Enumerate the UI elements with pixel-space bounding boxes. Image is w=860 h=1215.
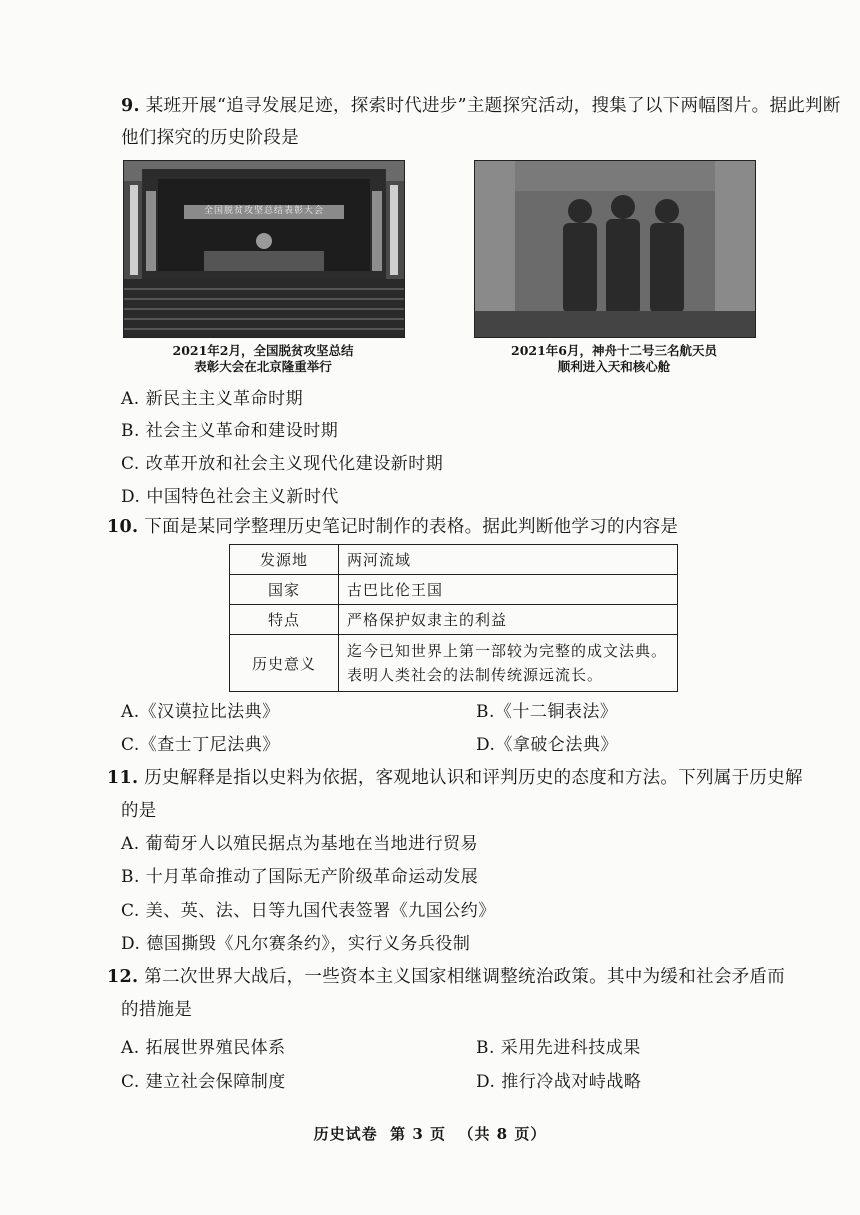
q12-stem-line2: 的措施是	[121, 1000, 193, 1020]
q11-option-b[interactable]: B. 十月革命推动了国际无产阶级革命运动发展	[121, 867, 479, 887]
q12-number: 12.	[107, 967, 139, 987]
q11-option-c[interactable]: C. 美、英、法、日等九国代表签署《九国公约》	[121, 901, 496, 921]
q11-stem-line2: 的是	[121, 801, 157, 821]
q11-option-d[interactable]: D. 德国撕毁《凡尔赛条约》，实行义务兵役制	[121, 934, 471, 954]
q12-option-d[interactable]: D. 推行冷战对峙战略	[476, 1072, 642, 1092]
q11-stem-line1: 11. 历史解释是指以史料为依据，客观地认识和评判历史的态度和方法。下列属于历史解	[107, 768, 803, 788]
table-row	[230, 605, 678, 635]
table-value: 迄今已知世界上第一部较为完整的成文法典。表明人类社会的法制传统源远流长。	[339, 635, 678, 692]
q9-option-d[interactable]: D. 中国特色社会主义新时代	[121, 487, 339, 507]
q12-stem-line1: 12. 第二次世界大战后，一些资本主义国家相继调整统治政策。其中为缓和社会矛盾而	[107, 967, 786, 987]
table-row	[230, 545, 678, 575]
q12-option-b[interactable]: B. 采用先进科技成果	[476, 1038, 641, 1058]
table-value: 古巴比伦王国	[339, 575, 678, 605]
q10-option-b[interactable]: B.《十二铜表法》	[476, 702, 618, 722]
q10-option-c[interactable]: C.《查士丁尼法典》	[121, 735, 280, 755]
table-value: 严格保护奴隶主的利益	[339, 605, 678, 635]
q9-option-a[interactable]: A. 新民主主义革命时期	[121, 389, 304, 409]
q11-option-a[interactable]: A. 葡萄牙人以殖民据点为基地在当地进行贸易	[121, 834, 479, 854]
q11-number: 11.	[107, 768, 139, 788]
table-key: 特点	[230, 605, 339, 635]
q10-option-a[interactable]: A.《汉谟拉比法典》	[121, 702, 280, 722]
q9-stem-line1: 9. 某班开展“追寻发展足迹，探索时代进步”主题探究活动，搜集了以下两幅图片。据此判断	[121, 96, 841, 116]
astronauts-illustration	[475, 161, 755, 337]
q9-number: 9.	[121, 96, 140, 116]
auditorium-illustration	[124, 161, 404, 337]
photo-poverty-conference	[123, 160, 405, 338]
q10-notes-table	[229, 544, 678, 692]
caption-left: 2021年2月，全国脱贫攻坚总结 表彰大会在北京隆重举行	[172, 343, 354, 374]
q10-number: 10.	[107, 517, 139, 537]
table-key: 发源地	[230, 545, 339, 575]
q10-stem: 10. 下面是某同学整理历史笔记时制作的表格。据此判断他学习的内容是	[107, 517, 679, 537]
q10-option-d[interactable]: D.《拿破仑法典》	[476, 735, 618, 755]
q12-option-a[interactable]: A. 拓展世界殖民体系	[121, 1038, 286, 1058]
q9-stem-line2: 他们探究的历史阶段是	[121, 128, 299, 148]
table-key: 国家	[230, 575, 339, 605]
table-row	[230, 635, 678, 692]
q9-option-b[interactable]: B. 社会主义革命和建设时期	[121, 421, 339, 441]
caption-right: 2021年6月，神舟十二号三名航天员 顺利进入天和核心舱	[511, 343, 717, 374]
table-value: 两河流域	[339, 545, 678, 575]
table-row	[230, 575, 678, 605]
table-key: 历史意义	[230, 635, 339, 692]
q9-option-c[interactable]: C. 改革开放和社会主义现代化建设新时期	[121, 454, 444, 474]
photo-astronauts	[474, 160, 756, 338]
page-footer: 历史试卷 第 3 页 （共 8 页）	[313, 1125, 547, 1143]
stage-banner-text: 全国脱贫攻坚总结表彰大会	[203, 206, 324, 216]
q12-option-c[interactable]: C. 建立社会保障制度	[121, 1072, 286, 1092]
